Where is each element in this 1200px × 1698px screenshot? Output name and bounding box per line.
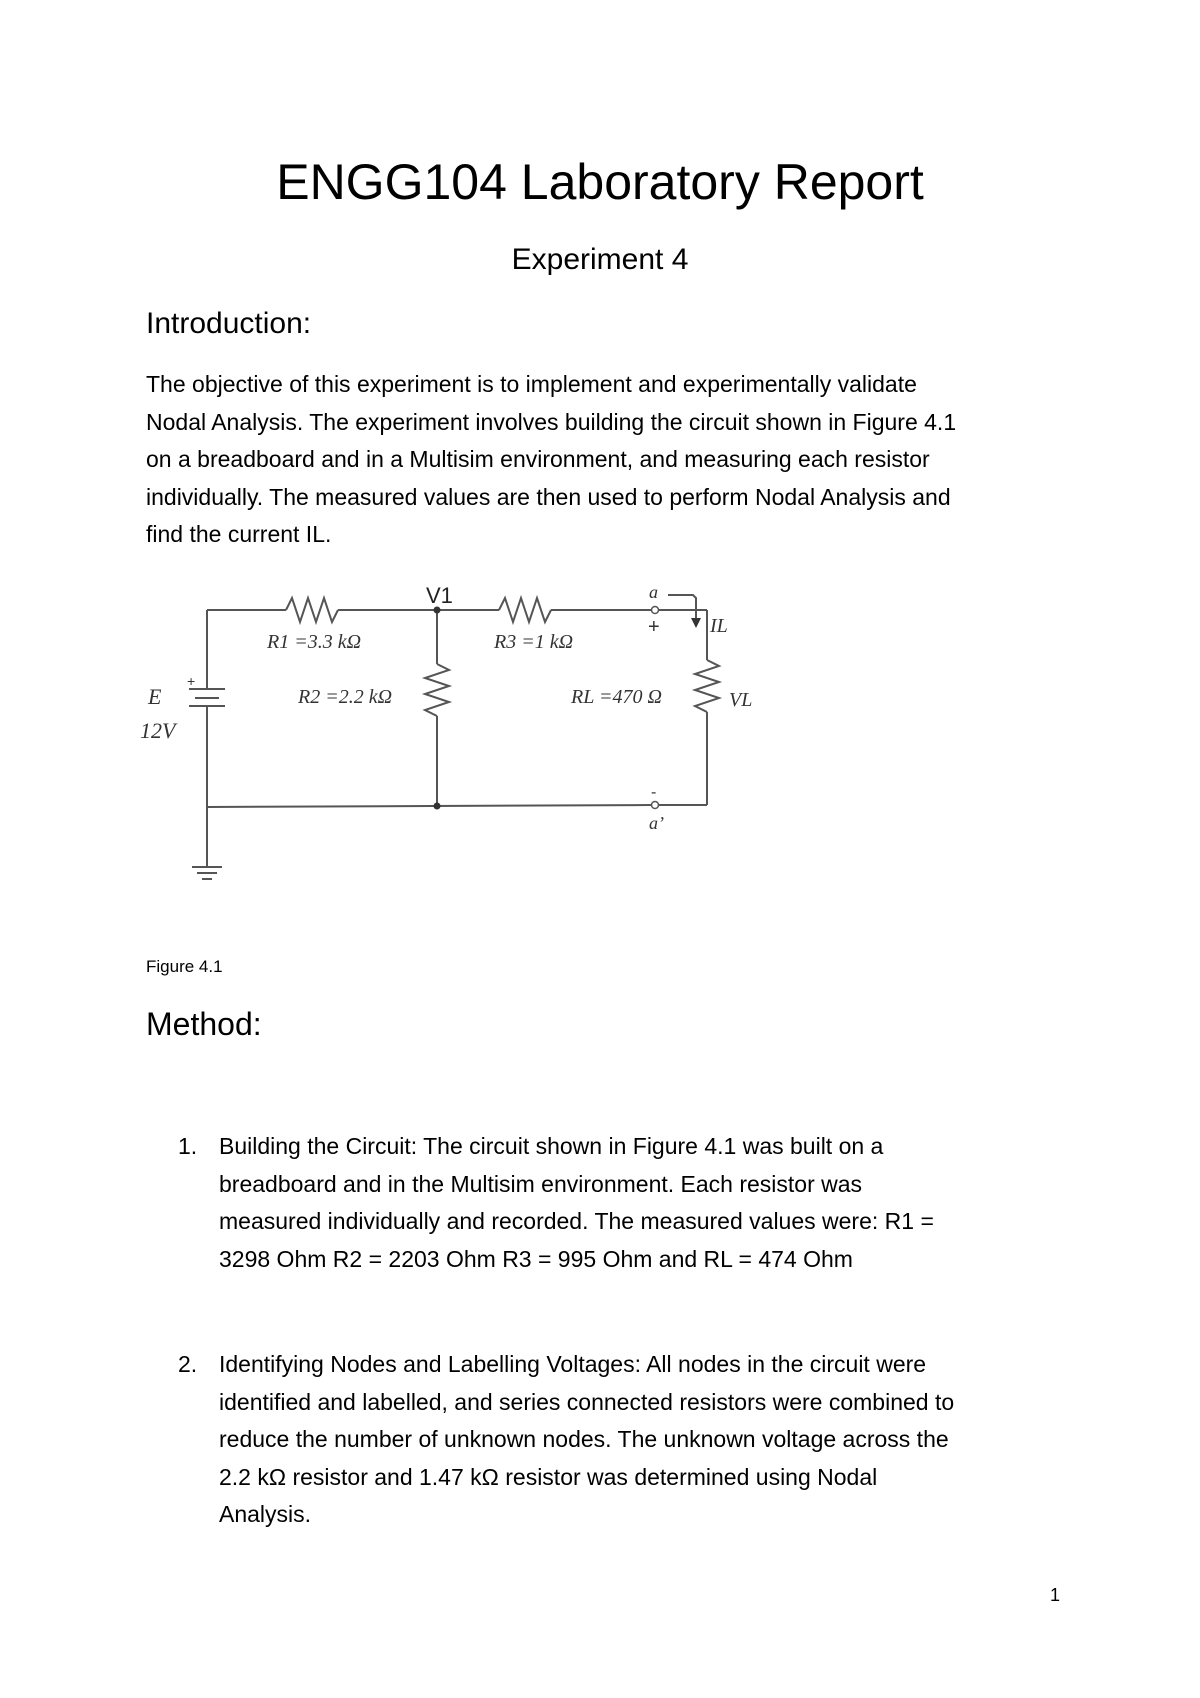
resistor-r2: [425, 664, 449, 716]
vl-label: VL: [729, 689, 753, 711]
il-label: IL: [710, 615, 728, 637]
introduction-heading: Introduction:: [146, 307, 312, 340]
node-a-prime-label: a’: [649, 813, 664, 833]
rl-label: RL =470 Ω: [571, 686, 662, 708]
step-body: [219, 1346, 1099, 1534]
introduction-line: Nodal Analysis. The experiment involves building the circuit shown in Figure 4.1: [146, 408, 957, 435]
figure-caption: Figure 4.1: [146, 957, 223, 976]
introduction-line: The objective of this experiment is to implement and experimentally validate: [146, 371, 917, 397]
r2-label: R2 =2.2 kΩ: [298, 686, 393, 708]
circuit-diagram: [140, 575, 780, 905]
node-a-label: a: [649, 582, 658, 602]
junction-dot: [434, 803, 441, 810]
step-line: Analysis.: [219, 1501, 312, 1527]
battery-plus-label: +: [187, 673, 196, 689]
r3-label: R3 =1 kΩ: [494, 631, 574, 653]
step-line: 2.2 kΩ resistor and 1.47 kΩ resistor was determined using Nodal: [219, 1463, 878, 1490]
resistor-r3: [499, 598, 551, 622]
method-heading: Method:: [146, 1006, 262, 1042]
introduction-line: individually. The measured values are then used to perform Nodal Analysis and: [146, 483, 951, 510]
report-title: ENGG104 Laboratory Report: [276, 154, 924, 210]
step-line: breadboard and in the Multisim environment. Each resistor was: [219, 1170, 863, 1197]
r1-label: R1 =3.3 kΩ: [267, 631, 362, 653]
step-number: 2.: [178, 1351, 198, 1377]
step-line: identified and labelled, and series connected resistors were combined to: [219, 1388, 955, 1415]
current-arrow-path: [668, 595, 696, 619]
step-number: 1.: [178, 1133, 198, 1159]
plus-label: +: [648, 616, 660, 638]
step-line: 3298 Ohm R2 = 2203 Ohm R3 = 995 Ohm and RL = 474 Ohm: [219, 1245, 853, 1272]
experiment-subtitle: Experiment 4: [511, 243, 689, 276]
resistor-rl: [695, 660, 719, 712]
wire: [207, 805, 652, 807]
current-arrow-head: [691, 618, 701, 628]
step-line: reduce the number of unknown nodes. The unknown voltage across the: [219, 1426, 949, 1452]
page-number: 1: [1049, 1585, 1060, 1605]
introduction-line: on a breadboard and in a Multisim environment, and measuring each resistor: [146, 446, 930, 472]
e-label: E: [148, 684, 162, 709]
resistor-r1: [286, 598, 338, 622]
node-v1-label: V1: [426, 583, 453, 608]
introduction-paragraph: [146, 366, 1076, 554]
step-line: Building the Circuit: The circuit shown in Figure 4.1 was built on a: [219, 1133, 884, 1159]
step-line: Identifying Nodes and Labelling Voltages: All nodes in the circuit were: [219, 1351, 927, 1377]
step-line: measured individually and recorded. The measured values were: R1 =: [219, 1208, 934, 1234]
minus-label: -: [651, 784, 657, 801]
step-body: [219, 1128, 1099, 1278]
introduction-line: find the current IL.: [146, 521, 332, 547]
terminal-a-prime: [652, 802, 659, 809]
e-value-label: 12V: [140, 718, 176, 743]
terminal-a: [652, 607, 659, 614]
